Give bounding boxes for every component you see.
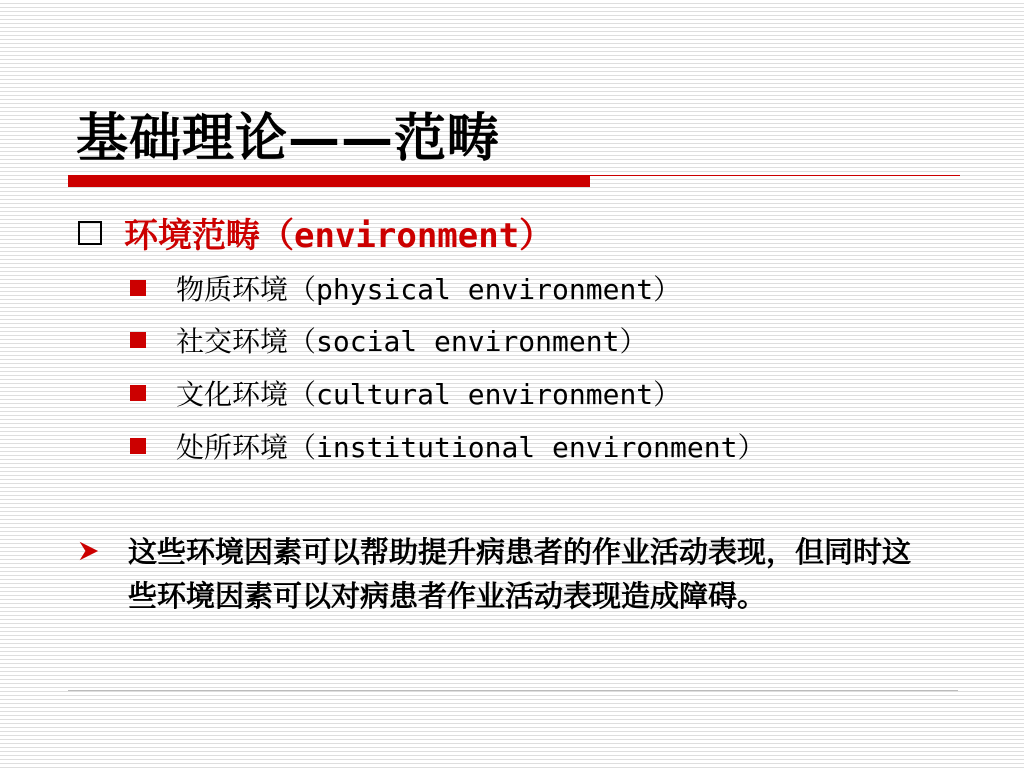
footer-divider (68, 690, 958, 691)
sub-item-label-cn: 物质环境 (176, 273, 289, 306)
sub-item-label-en: （institutional environment） (288, 431, 766, 464)
sub-item-label-en: （social environment） (288, 325, 648, 358)
main-bullet-item (78, 208, 553, 257)
filled-square-icon (130, 385, 146, 401)
sub-item-label-en: （cultural environment） (288, 378, 682, 411)
slide-title: 基础理论——范畴 (76, 108, 501, 169)
sub-item-label-en: （physical environment） (288, 273, 682, 306)
sub-item-label-cn: 文化环境 (176, 378, 289, 411)
list-item (130, 426, 765, 466)
list-item (130, 268, 681, 308)
arrow-right-icon (78, 540, 100, 562)
filled-square-icon (130, 438, 146, 454)
main-bullet-label-en: （environment） (260, 216, 554, 256)
filled-square-icon (130, 280, 146, 296)
main-bullet-label-cn: 环境范畴 (124, 216, 260, 256)
note-text: 这些环境因素可以帮助提升病患者的作业活动表现，但同时这些环境因素可以对病患者作业活动表现造成障碍。 (128, 535, 912, 613)
title-underline-thin (590, 175, 960, 176)
sub-item-label-cn: 处所环境 (176, 431, 289, 464)
title-underline-thick (68, 175, 590, 187)
sub-item-label-cn: 社交环境 (176, 325, 289, 358)
filled-square-icon (130, 332, 146, 348)
list-item (130, 320, 647, 360)
list-item (130, 373, 681, 413)
hollow-square-icon (78, 221, 102, 245)
